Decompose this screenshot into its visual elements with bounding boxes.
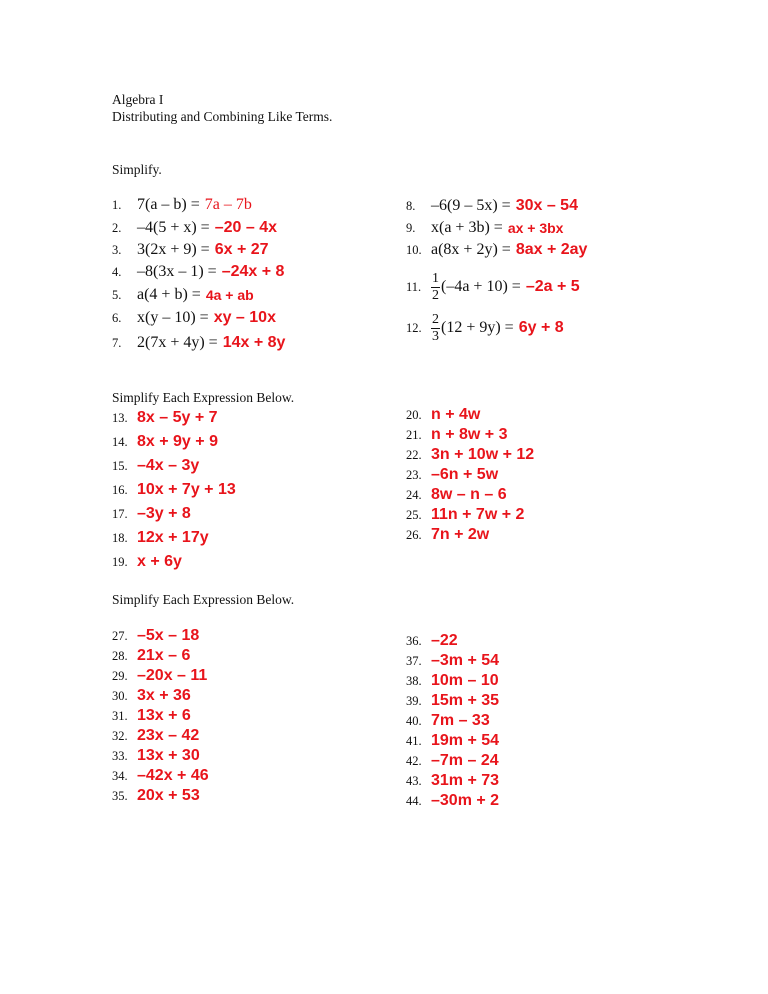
problem-29 bbox=[112, 665, 207, 687]
problem-7 bbox=[112, 332, 285, 354]
section3-heading: Simplify Each Expression Below. bbox=[112, 592, 295, 607]
problem-answer: –6n + 5w bbox=[431, 466, 499, 483]
problem-answer: 8ax + 2ay bbox=[515, 241, 588, 258]
problem-27 bbox=[112, 625, 199, 647]
problem-answer: –5x – 18 bbox=[137, 627, 200, 644]
problem-25 bbox=[406, 504, 524, 526]
problem-answer: 4a + ab bbox=[205, 287, 254, 303]
problem-answer: –7m – 24 bbox=[431, 752, 499, 769]
problem-13 bbox=[112, 407, 218, 429]
problem-answer: 6y + 8 bbox=[518, 319, 564, 336]
problem-number: 18. bbox=[112, 530, 128, 545]
topic-title: Distributing and Combining Like Terms. bbox=[112, 109, 333, 124]
problem-34 bbox=[112, 765, 209, 787]
fraction-denominator: 2 bbox=[432, 287, 439, 303]
problem-number: 44. bbox=[406, 793, 422, 808]
problem-answer: –3m + 54 bbox=[431, 652, 500, 669]
problem-10 bbox=[406, 239, 587, 261]
problem-number: 22. bbox=[406, 447, 422, 462]
problem-answer: 8w – n – 6 bbox=[431, 486, 507, 503]
problem-26 bbox=[406, 524, 489, 546]
problem-31 bbox=[112, 705, 191, 727]
problem-number: 17. bbox=[112, 506, 128, 521]
problem-39 bbox=[406, 690, 499, 712]
problem-question: 2(7x + 4y) = bbox=[137, 334, 218, 351]
problem-12 bbox=[406, 313, 564, 343]
problem-answer: –30m + 2 bbox=[431, 792, 500, 809]
problem-number: 8. bbox=[406, 198, 416, 213]
problem-37 bbox=[406, 650, 499, 672]
problem-answer: –24x + 8 bbox=[221, 263, 285, 280]
problem-38 bbox=[406, 670, 499, 692]
problem-43 bbox=[406, 770, 499, 792]
problem-2 bbox=[112, 217, 277, 239]
problem-40 bbox=[406, 710, 490, 732]
problem-number: 32. bbox=[112, 728, 128, 743]
problem-9 bbox=[406, 217, 563, 239]
problem-answer: 7a – 7b bbox=[204, 196, 252, 213]
problem-number: 12. bbox=[406, 320, 422, 335]
problem-15 bbox=[112, 455, 199, 477]
problem-number: 4. bbox=[112, 264, 122, 279]
problem-number: 42. bbox=[406, 753, 422, 768]
problem-6 bbox=[112, 307, 276, 329]
problem-answer: 7n + 2w bbox=[431, 526, 490, 543]
problem-number: 5. bbox=[112, 287, 122, 302]
fraction bbox=[431, 313, 440, 344]
problem-number: 29. bbox=[112, 668, 128, 683]
problem-answer: 13x + 30 bbox=[137, 747, 200, 764]
problem-number: 3. bbox=[112, 242, 122, 257]
problem-answer: 15m + 35 bbox=[431, 692, 500, 709]
problem-number: 41. bbox=[406, 733, 422, 748]
problem-number: 37. bbox=[406, 653, 422, 668]
problem-36 bbox=[406, 630, 458, 652]
problem-number: 33. bbox=[112, 748, 128, 763]
problem-question: a(4 + b) = bbox=[137, 286, 201, 303]
problem-answer: 3x + 36 bbox=[137, 687, 191, 704]
problem-19 bbox=[112, 551, 182, 573]
fraction bbox=[431, 272, 440, 303]
problem-answer: n + 8w + 3 bbox=[431, 426, 508, 443]
problem-answer: –20 – 4x bbox=[214, 219, 277, 236]
problem-22 bbox=[406, 444, 534, 466]
problem-answer: 3n + 10w + 12 bbox=[431, 446, 535, 463]
problem-number: 28. bbox=[112, 648, 128, 663]
problem-3 bbox=[112, 239, 269, 261]
problem-number: 16. bbox=[112, 482, 128, 497]
problem-question: 7(a – b) = bbox=[137, 196, 200, 213]
problem-answer: 20x + 53 bbox=[137, 787, 200, 804]
problem-28 bbox=[112, 645, 190, 667]
problem-16 bbox=[112, 479, 236, 501]
problem-14 bbox=[112, 431, 218, 453]
problem-number: 26. bbox=[406, 527, 422, 542]
problem-1 bbox=[112, 194, 252, 216]
problem-18 bbox=[112, 527, 209, 549]
course-title: Algebra I bbox=[112, 92, 164, 107]
problem-number: 20. bbox=[406, 407, 422, 422]
problem-number: 11. bbox=[406, 279, 422, 294]
problem-4 bbox=[112, 261, 284, 283]
problem-answer: 10m – 10 bbox=[431, 672, 499, 689]
problem-answer: ax + 3bx bbox=[507, 220, 564, 236]
problem-42 bbox=[406, 750, 499, 772]
problem-answer: xy – 10x bbox=[213, 309, 276, 326]
problem-20 bbox=[406, 404, 480, 426]
problem-question: x(a + 3b) = bbox=[431, 219, 503, 236]
problem-number: 23. bbox=[406, 467, 422, 482]
problem-number: 13. bbox=[112, 410, 128, 425]
problem-number: 15. bbox=[112, 458, 128, 473]
fraction-denominator: 3 bbox=[432, 328, 439, 344]
problem-answer: 30x – 54 bbox=[515, 197, 578, 214]
problem-answer: 11n + 7w + 2 bbox=[431, 506, 525, 523]
problem-32 bbox=[112, 725, 199, 747]
problem-number: 27. bbox=[112, 628, 128, 643]
problem-23 bbox=[406, 464, 498, 486]
problem-answer: 23x – 42 bbox=[137, 727, 200, 744]
fraction-numerator: 2 bbox=[432, 311, 439, 327]
problem-answer: –42x + 46 bbox=[137, 767, 209, 784]
problem-answer: 6x + 27 bbox=[214, 241, 269, 258]
problem-question: 3(2x + 9) = bbox=[137, 241, 210, 258]
problem-answer: 13x + 6 bbox=[137, 707, 191, 724]
problem-5 bbox=[112, 284, 254, 306]
problem-answer: 21x – 6 bbox=[137, 647, 191, 664]
problem-number: 9. bbox=[406, 220, 416, 235]
problem-44 bbox=[406, 790, 499, 812]
problem-number: 40. bbox=[406, 713, 422, 728]
problem-35 bbox=[112, 785, 200, 807]
problem-question: (12 + 9y) = bbox=[441, 319, 514, 336]
problem-number: 35. bbox=[112, 788, 128, 803]
problem-number: 6. bbox=[112, 310, 122, 325]
problem-answer: x + 6y bbox=[137, 553, 182, 570]
problem-answer: n + 4w bbox=[431, 406, 481, 423]
problem-number: 39. bbox=[406, 693, 422, 708]
problem-answer: –2a + 5 bbox=[525, 278, 580, 295]
problem-41 bbox=[406, 730, 499, 752]
problem-33 bbox=[112, 745, 200, 767]
problem-number: 31. bbox=[112, 708, 128, 723]
problem-11 bbox=[406, 272, 580, 302]
problem-number: 1. bbox=[112, 197, 122, 212]
problem-answer: 31m + 73 bbox=[431, 772, 500, 789]
problem-number: 25. bbox=[406, 507, 422, 522]
problem-number: 2. bbox=[112, 220, 122, 235]
problem-question: –4(5 + x) = bbox=[137, 219, 210, 236]
problem-answer: –22 bbox=[431, 632, 458, 649]
problem-number: 14. bbox=[112, 434, 128, 449]
problem-answer: –20x – 11 bbox=[137, 667, 208, 684]
problem-answer: 19m + 54 bbox=[431, 732, 500, 749]
problem-question: –6(9 – 5x) = bbox=[431, 197, 511, 214]
problem-answer: 8x + 9y + 9 bbox=[137, 433, 218, 450]
problem-answer: –3y + 8 bbox=[137, 505, 191, 522]
problem-24 bbox=[406, 484, 507, 506]
problem-number: 10. bbox=[406, 242, 422, 257]
problem-30 bbox=[112, 685, 191, 707]
problem-question: (–4a + 10) = bbox=[441, 278, 521, 295]
problem-number: 24. bbox=[406, 487, 422, 502]
problem-question: x(y – 10) = bbox=[137, 309, 209, 326]
fraction-numerator: 1 bbox=[432, 270, 439, 286]
problem-number: 43. bbox=[406, 773, 422, 788]
problem-answer: 8x – 5y + 7 bbox=[137, 409, 218, 426]
problem-question: –8(3x – 1) = bbox=[137, 263, 217, 280]
section2-heading: Simplify Each Expression Below. bbox=[112, 390, 295, 405]
problem-answer: 7m – 33 bbox=[431, 712, 490, 729]
problem-number: 36. bbox=[406, 633, 422, 648]
problem-number: 30. bbox=[112, 688, 128, 703]
problem-answer: 14x + 8y bbox=[222, 334, 286, 351]
problem-8 bbox=[406, 195, 578, 217]
problem-number: 34. bbox=[112, 768, 128, 783]
problem-question: a(8x + 2y) = bbox=[431, 241, 511, 258]
problem-answer: 10x + 7y + 13 bbox=[137, 481, 236, 498]
problem-number: 19. bbox=[112, 554, 128, 569]
problem-number: 21. bbox=[406, 427, 422, 442]
problem-number: 38. bbox=[406, 673, 422, 688]
section1-heading: Simplify. bbox=[112, 162, 162, 177]
problem-answer: 12x + 17y bbox=[137, 529, 209, 546]
problem-number: 7. bbox=[112, 335, 122, 350]
problem-21 bbox=[406, 424, 507, 446]
problem-17 bbox=[112, 503, 191, 525]
problem-answer: –4x – 3y bbox=[137, 457, 200, 474]
